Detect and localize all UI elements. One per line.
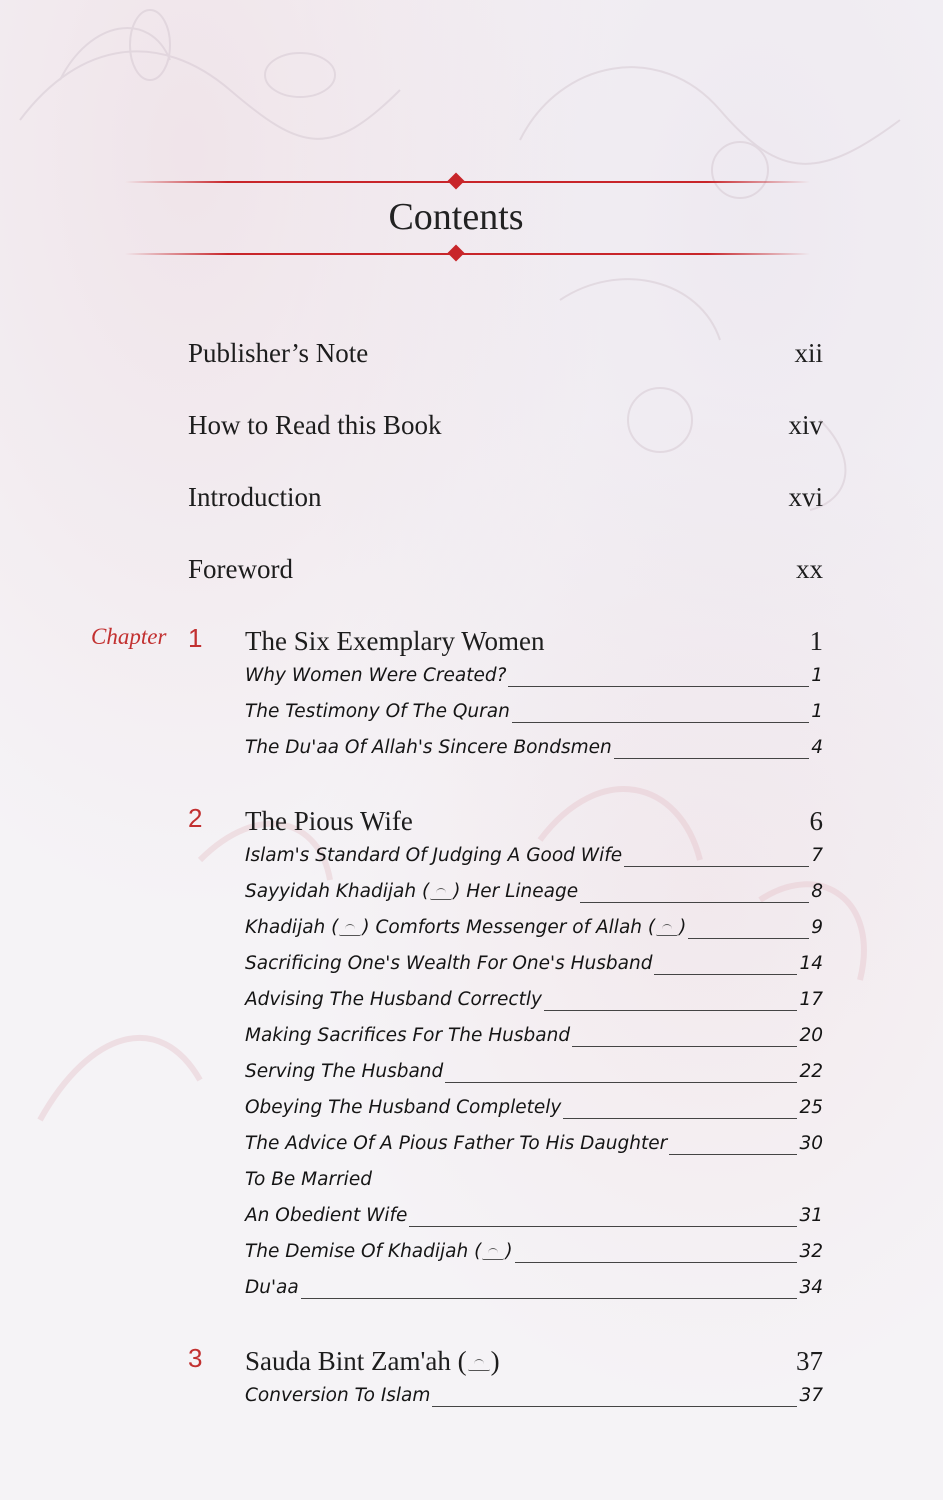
section-label: Conversion To Islam bbox=[245, 1385, 431, 1406]
section-label: Advising The Husband Correctly bbox=[245, 989, 542, 1010]
toc-section[interactable] bbox=[245, 665, 823, 693]
section-page: 17 bbox=[799, 989, 823, 1010]
section-page: 31 bbox=[799, 1205, 823, 1226]
leader-line bbox=[688, 937, 809, 939]
section-label: Serving The Husband bbox=[245, 1061, 444, 1082]
chapter-page: 37 bbox=[796, 1345, 823, 1376]
chapter-page: 6 bbox=[809, 805, 823, 836]
toc-entry-label: How to Read this Book bbox=[188, 409, 442, 440]
toc-section[interactable] bbox=[245, 1097, 823, 1125]
section-page: 25 bbox=[799, 1097, 823, 1118]
section-page: 32 bbox=[799, 1241, 823, 1262]
chapter-title: The Six Exemplary Women bbox=[245, 625, 545, 656]
section-label: To Be Married bbox=[245, 1169, 372, 1190]
toc-entry-page: xvi bbox=[788, 481, 823, 512]
leader-line bbox=[445, 1081, 797, 1083]
honorific-calligraphy-icon bbox=[339, 921, 361, 936]
section-page: 1 bbox=[811, 665, 823, 686]
leader-line bbox=[512, 721, 809, 723]
section-label: Sayyidah Khadijah ( ) Her Lineage bbox=[245, 881, 579, 902]
toc-entry-publishers-note[interactable] bbox=[188, 333, 823, 373]
toc-entry-page: xii bbox=[794, 337, 823, 368]
honorific-calligraphy-icon bbox=[468, 1356, 490, 1371]
toc-section[interactable] bbox=[245, 881, 823, 909]
section-page: 30 bbox=[799, 1133, 823, 1154]
toc-section[interactable] bbox=[245, 1385, 823, 1413]
section-page: 9 bbox=[811, 917, 823, 938]
toc-entry-page: xx bbox=[796, 553, 823, 584]
section-page: 20 bbox=[799, 1025, 823, 1046]
leader-line bbox=[515, 1261, 798, 1263]
toc-section[interactable] bbox=[245, 701, 823, 729]
toc-section[interactable] bbox=[245, 845, 823, 873]
chapter-page: 1 bbox=[809, 625, 823, 656]
chapter-number: 1 bbox=[188, 623, 203, 653]
header-rule-top bbox=[125, 181, 810, 183]
section-page: 14 bbox=[799, 953, 823, 974]
honorific-calligraphy-icon bbox=[482, 1245, 504, 1260]
section-page: 4 bbox=[811, 737, 823, 758]
toc-chapter-3[interactable] bbox=[245, 1341, 823, 1381]
section-page: 7 bbox=[811, 845, 823, 866]
leader-line bbox=[508, 685, 809, 687]
section-page: 37 bbox=[799, 1385, 823, 1406]
section-label: Sacrificing One's Wealth For One's Husband bbox=[245, 953, 653, 974]
section-label: The Demise Of Khadijah ( ) bbox=[245, 1241, 513, 1262]
section-page: 22 bbox=[799, 1061, 823, 1082]
leader-line bbox=[544, 1009, 798, 1011]
chapter-number: 2 bbox=[188, 803, 203, 833]
toc-entry-page: xiv bbox=[788, 409, 823, 440]
toc-entry-how-to-read[interactable] bbox=[188, 405, 823, 445]
toc-entry-label: Publisher’s Note bbox=[188, 337, 369, 368]
honorific-calligraphy-icon bbox=[656, 921, 678, 936]
chapter-title: Sauda Bint Zam'ah ( ) bbox=[245, 1345, 500, 1376]
section-label: Why Women Were Created? bbox=[245, 665, 507, 686]
toc-section[interactable] bbox=[245, 1241, 823, 1269]
leader-line bbox=[580, 901, 809, 903]
toc-section[interactable] bbox=[245, 737, 823, 765]
toc-section[interactable] bbox=[245, 1061, 823, 1089]
section-label: Obeying The Husband Completely bbox=[245, 1097, 562, 1118]
leader-line bbox=[301, 1297, 798, 1299]
section-page: 1 bbox=[811, 701, 823, 722]
section-page: 34 bbox=[799, 1277, 823, 1298]
toc-entry-label: Foreword bbox=[188, 553, 293, 584]
leader-line bbox=[563, 1117, 797, 1119]
header-rule-bottom bbox=[125, 253, 810, 255]
section-label: Islam's Standard Of Judging A Good Wife bbox=[245, 845, 623, 866]
toc-section[interactable] bbox=[245, 917, 823, 945]
toc-entry-label: Introduction bbox=[188, 481, 322, 512]
toc-section-continuation[interactable] bbox=[245, 1169, 823, 1197]
leader-line bbox=[624, 865, 809, 867]
toc-section[interactable] bbox=[245, 953, 823, 981]
chapter-label: Chapter bbox=[91, 624, 167, 649]
toc-section[interactable] bbox=[245, 989, 823, 1017]
chapter-title: The Pious Wife bbox=[245, 805, 413, 836]
toc-entry-foreword[interactable] bbox=[188, 549, 823, 589]
toc-section[interactable] bbox=[245, 1133, 823, 1161]
toc-section[interactable] bbox=[245, 1205, 823, 1233]
section-label: An Obedient Wife bbox=[245, 1205, 408, 1226]
page-title: Contents bbox=[388, 196, 524, 238]
section-label: Making Sacrifices For The Husband bbox=[245, 1025, 571, 1046]
toc-section[interactable] bbox=[245, 1025, 823, 1053]
section-label: The Du'aa Of Allah's Sincere Bondsmen bbox=[245, 737, 612, 758]
leader-line bbox=[432, 1405, 797, 1407]
section-label: The Advice Of A Pious Father To His Daughter bbox=[245, 1133, 668, 1154]
section-page: 8 bbox=[811, 881, 823, 902]
honorific-calligraphy-icon bbox=[430, 885, 452, 900]
leader-line bbox=[409, 1225, 797, 1227]
leader-line bbox=[654, 973, 797, 975]
section-label: Khadijah ( ) Comforts Messenger of Allah ( ) bbox=[245, 917, 687, 938]
toc-section[interactable] bbox=[245, 1277, 823, 1305]
leader-line bbox=[572, 1045, 797, 1047]
chapter-number: 3 bbox=[188, 1343, 203, 1373]
toc-entry-introduction[interactable] bbox=[188, 477, 823, 517]
leader-line bbox=[614, 757, 809, 759]
leader-line bbox=[669, 1153, 797, 1155]
section-label: Du'aa bbox=[245, 1277, 299, 1298]
toc-chapter-2[interactable] bbox=[245, 801, 823, 841]
section-label: The Testimony Of The Quran bbox=[245, 701, 510, 722]
toc-chapter-1[interactable] bbox=[245, 621, 823, 661]
